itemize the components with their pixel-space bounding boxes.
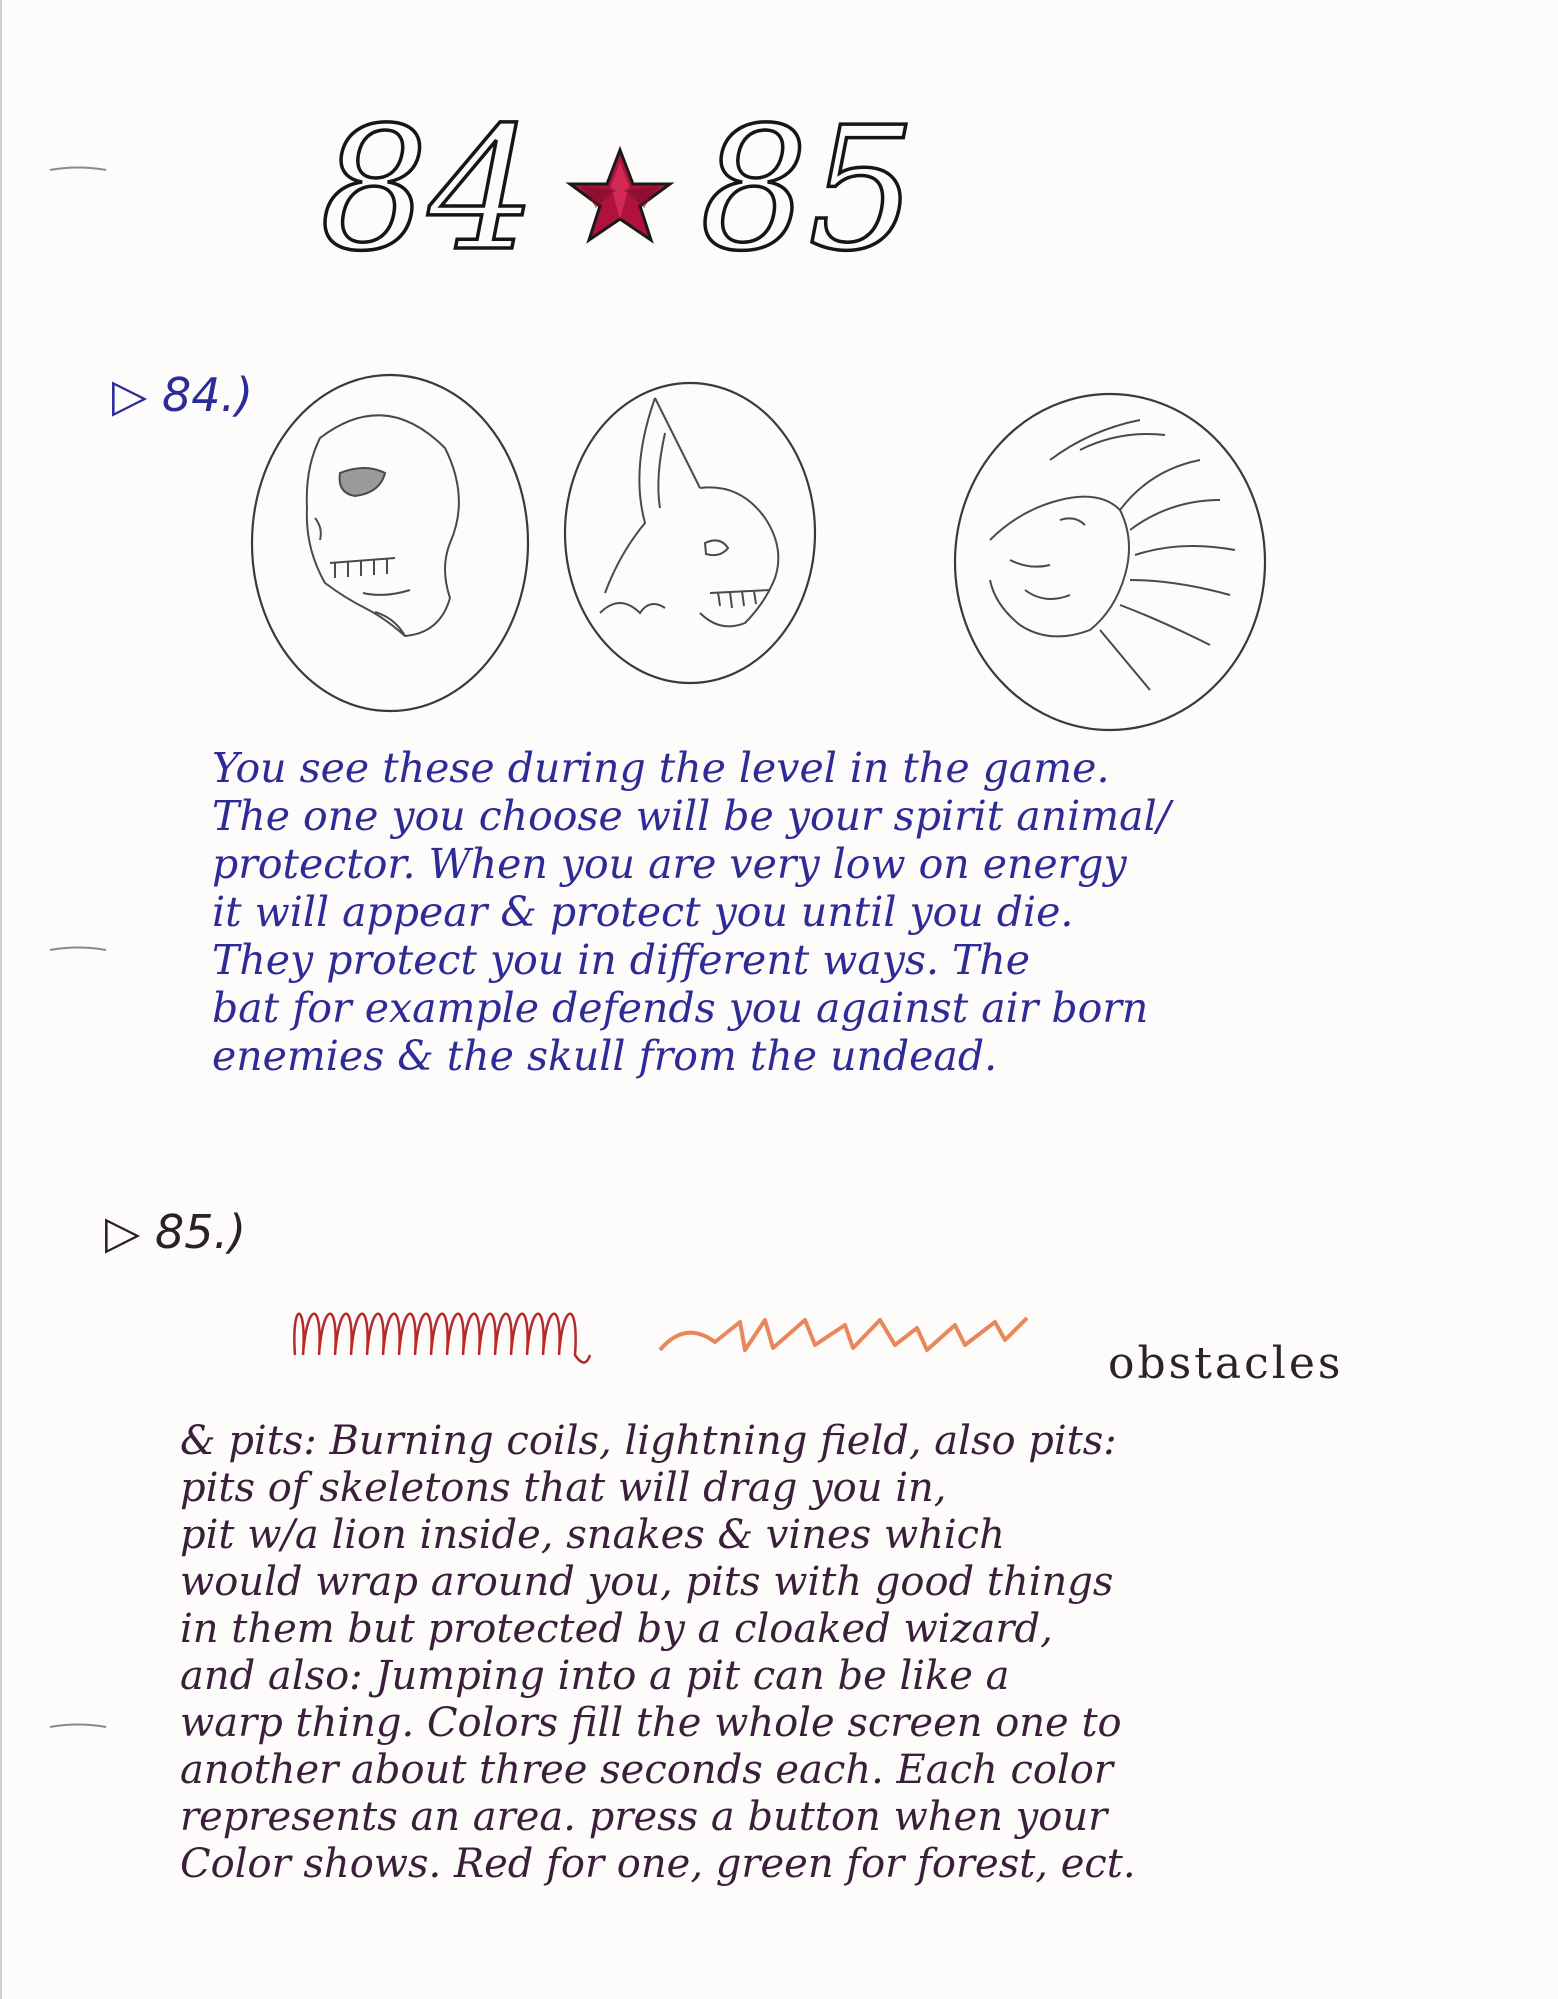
text-line: and also: Jumping into a pit can be like a: [180, 1653, 1010, 1699]
text-line: it will appear & protect you until you die.: [212, 888, 1074, 936]
text-line: pits of skeletons that will drag you in,: [180, 1465, 947, 1511]
bat-icon: [600, 398, 778, 626]
text-line: in them but protected by a cloaked wizard,: [180, 1606, 1053, 1652]
burning-coil-icon: [290, 1295, 600, 1375]
text-line: enemies & the skull from the undead.: [212, 1032, 998, 1080]
text-line: They protect you in different ways. The: [212, 936, 1031, 984]
title-number-85: 85: [700, 91, 917, 280]
title-number-84: 84: [320, 91, 537, 280]
binder-hole-mark: [48, 1722, 108, 1730]
lion-icon: [990, 420, 1235, 690]
red-star-icon: [570, 150, 670, 240]
text-line: Color shows. Red for one, green for forest, ect.: [180, 1841, 1136, 1887]
skull-icon: [307, 415, 459, 636]
text-line: You see these during the level in the game.: [212, 744, 1110, 792]
section-85-description: [180, 1418, 1510, 1888]
page-title: [320, 80, 1000, 280]
text-line: protector. When you are very low on energy: [212, 840, 1127, 888]
text-line: would wrap around you, pits with good things: [180, 1559, 1114, 1605]
text-line: pit w/a lion inside, snakes & vines which: [180, 1512, 1005, 1558]
text-line: warp thing. Colors fill the whole screen one to: [180, 1700, 1122, 1746]
binder-hole-mark: [48, 945, 108, 953]
text-line: another about three seconds each. Each color: [180, 1747, 1113, 1793]
text-line: bat for example defends you against air born: [212, 984, 1149, 1032]
text-line: & pits: Burning coils, lightning field, also pits:: [180, 1418, 1117, 1464]
lightning-field-icon: [655, 1300, 1035, 1380]
page-edge: [0, 0, 2, 1999]
lion-medallion: [950, 390, 1270, 735]
section-85-marker: ▷ 85.): [105, 1205, 247, 1259]
bat-medallion: [560, 378, 820, 688]
skull-medallion: [245, 368, 535, 718]
section-84-marker: ▷ 84.): [112, 368, 254, 422]
text-line: The one you choose will be your spirit animal/: [212, 792, 1171, 840]
text-line: represents an area. press a button when your: [180, 1794, 1108, 1840]
binder-hole-mark: [48, 165, 108, 173]
obstacles-label: obstacles: [1108, 1338, 1344, 1389]
section-84-description: [212, 744, 1512, 1080]
